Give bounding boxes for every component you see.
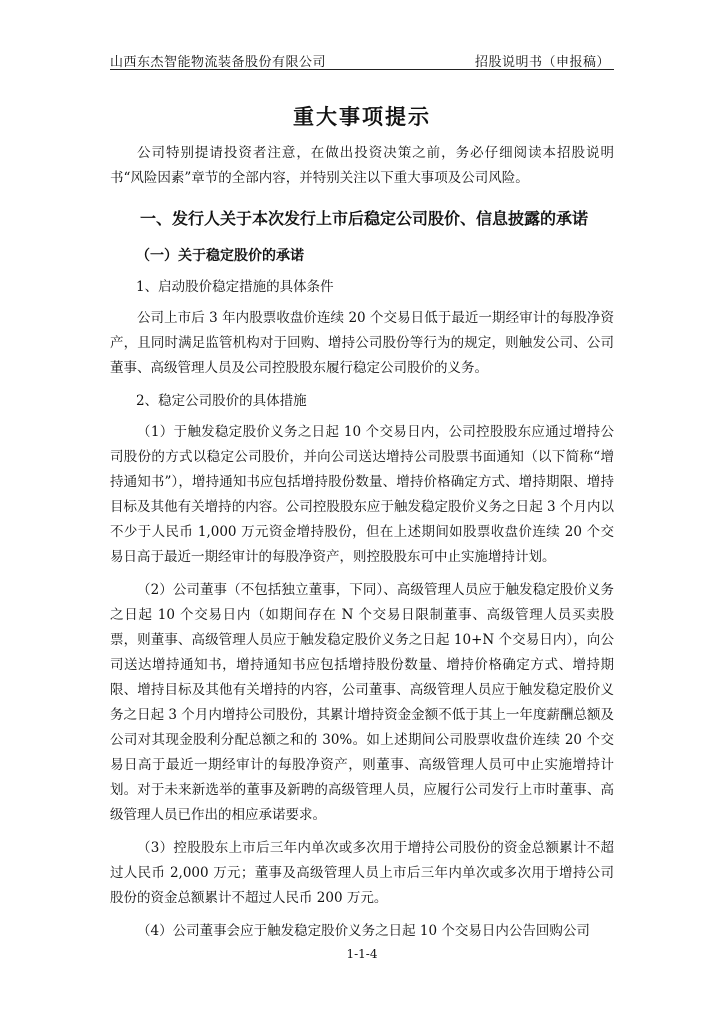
measure-paragraph-4: （4）公司董事会应于触发稳定股价义务之日起 10 个交易日内公告回购公司 bbox=[137, 923, 590, 939]
measure-paragraph-1: （1）于触发稳定股价义务之日起 10 个交易日内，公司控股股东应通过增持公司股份的方式以稳定公司股价，并向公司送达增持公司股票书面通知（以下简称“增持通知书”），增持通知书应包括增持股份数量、增持价格确定方式、增持期限、增持目标及其他有关增持的内容。公司控股股东应于触发稳定股价义务之日起 3 个月内以不少于人民币 1,000 万元资金增持股份，但在上述期间如股票收盘价连续 20 个交易日高于最近一期经审计的每股净资产，则控股股东可中止实施增持计划。 bbox=[110, 424, 614, 565]
page-header bbox=[110, 49, 614, 70]
document-body bbox=[110, 141, 614, 944]
header-company-name: 山西东杰智能物流装备股份有限公司 bbox=[110, 55, 327, 70]
page-title: 重大事项提示 bbox=[293, 104, 431, 129]
page-number: 1-1-4 bbox=[346, 947, 378, 961]
intro-paragraph: 公司特别提请投资者注意，在做出投资决策之前，务必仔细阅读本招股说明书“风险因素”章节的全部内容，并特别关注以下重大事项及公司风险。 bbox=[110, 145, 614, 186]
header-document-type: 招股说明书（申报稿） bbox=[474, 55, 610, 70]
item-heading-2: 2、稳定公司股价的具体措施 bbox=[136, 393, 307, 409]
item-paragraph-1: 公司上市后 3 年内股票收盘价连续 20 个交易日低于最近一期经审计的每股净资产，且同时满足监管机构对于回购、增持公司股份等行为的规定，则触发公司、公司董事、高级管理人员及公司控股股东履行稳定公司股价的义务。 bbox=[110, 310, 614, 376]
item-heading-1: 1、启动股价稳定措施的具体条件 bbox=[136, 279, 334, 295]
measure-paragraph-3: （3）控股股东上市后三年内单次或多次用于增持公司股份的资金总额累计不超过人民币 2,000 万元；董事及高级管理人员上市后三年内单次或多次用于增持公司股份的资金总额累计不超过人民币 200 万元。 bbox=[110, 840, 614, 906]
section-heading-1: 一、发行人关于本次发行上市后稳定公司股价、信息披露的承诺 bbox=[140, 209, 589, 228]
subsection-heading-1: （一）关于稳定股价的承诺 bbox=[136, 248, 304, 264]
measure-paragraph-2: （2）公司董事（不包括独立董事，下同）、高级管理人员应于触发稳定股价义务之日起 10 个交易日内（如期间存在 N 个交易日限制董事、高级管理人员买卖股票，则董事、高级管理人员应于触发稳定股价义务之日起 10+N 个交易日内），向公司送达增持通知书，增持通知书应包括增持股份数量、增持价格确定方式、增持期限、增持目标及其他有关增持的内容，公司董事、高级管理人员应于触发稳定股价义务之日起 3 个月内增持公司股份，其累计增持资金金额不低于其上一年度薪酬总额及公司对其现金股利分配总额之和的 30%。如上述期间公司股票收盘价连续 20 个交易日高于最近一期经审计的每股净资产，则董事、高级管理人员可中止实施增持计划。对于未来新选举的董事及新聘的高级管理人员，应履行公司发行上市时董事、高级管理人员已作出的相应承诺要求。 bbox=[110, 582, 614, 823]
